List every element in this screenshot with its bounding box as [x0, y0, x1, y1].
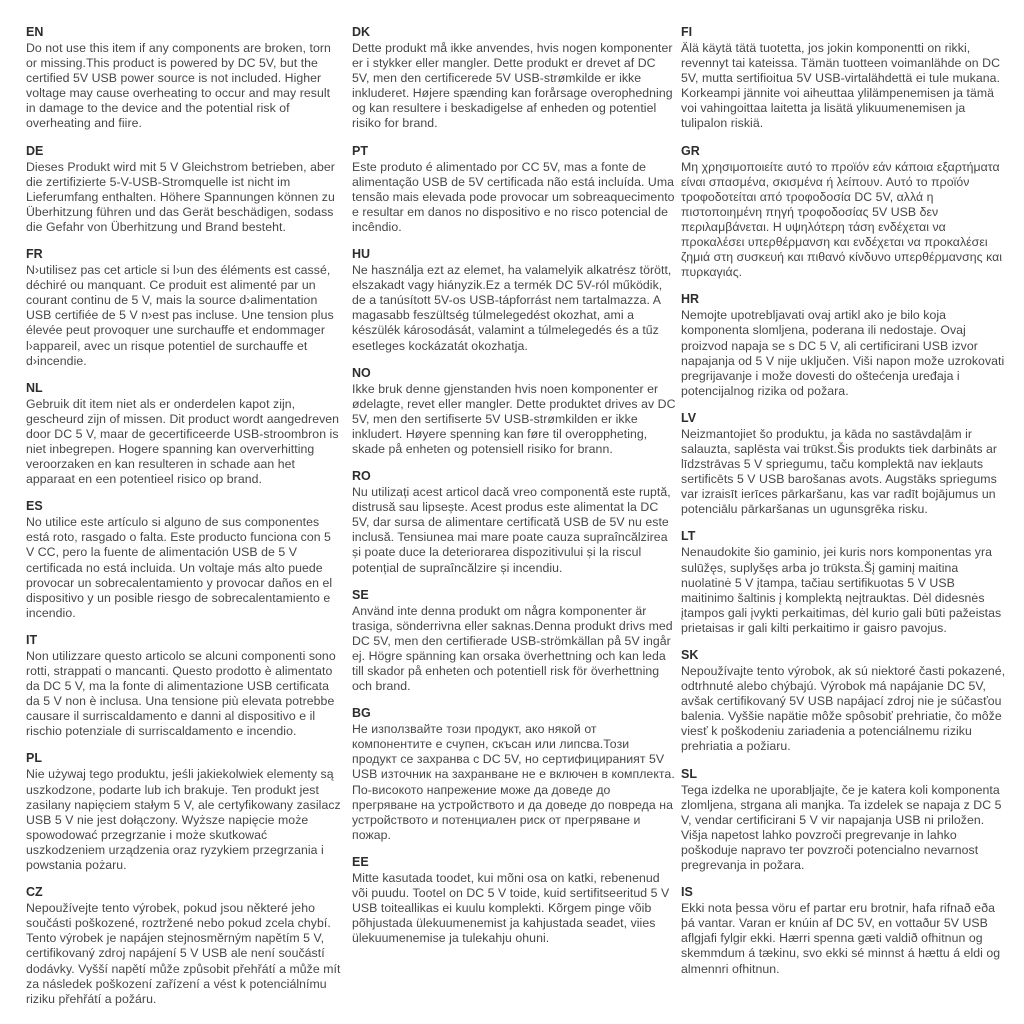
language-text: Ne használja ezt az elemet, ha valamelyik alkatrész törött, elszakadt vagy hiányzik.Ez a termék DC 5V-ról működik, de a tanúsított 5V-os USB-tápforrást nem tartalmazza. A magasabb feszültség túlmelegedést okozhat, ami a készülék károsodását, valamint a túlmelegedés és a tűz esetleges kockázatát okozhatja.	[352, 263, 672, 353]
language-code-label: HU	[352, 247, 371, 262]
language-section-es	[26, 499, 342, 621]
language-code-label: EN	[26, 25, 44, 39]
language-text: Tega izdelka ne uporabljajte, če je katera koli komponenta zlomljena, strgana ali manjka. Ta izdelek se napaja z DC 5 V, vendar certificirani 5 V vir napajanja USB ni priložen. Višja napetost lahko povzroči pregrevanje in lahko poškoduje napravo ter povzroči potencialno nevarnost pregrevanja in požara.	[681, 782, 1002, 873]
language-section-ro	[352, 469, 676, 576]
language-section-de	[26, 144, 342, 235]
language-text: Nu utilizați acest articol dacă vreo componentă este ruptă, distrusă sau lipsește. Acest produs este alimentat la DC 5V, dar sursa de alimentare certificată USB de 5V nu este inclusă. Tensiunea mai mare poate cauza supraîncălzirea și poate duce la deteriorarea dispozitivului și la riscul potențial de supraîncălzire și incendiu.	[352, 485, 671, 575]
language-code-label: BG	[352, 706, 371, 721]
language-text: Μη χρησιμοποιείτε αυτό το προϊόν εάν κάποια εξαρτήματα είναι σπασμένα, σκισμένα ή λείπουν. Αυτό το προϊόν τροφοδοτείται από τροφοδοσία DC 5V, αλλά η πιστοποιημένη πηγή τροφοδοσίας 5V USB δεν περιλαμβάνεται. Η υψηλότερη τάση ενδέχεται να προκαλέσει υπερθέρμανση και ενδέχεται να προκαλέσει ζημιά στη συσκευή και πιθανό κίνδυνο υπερθέρμανσης και πυρκαγιάς.	[681, 159, 1003, 280]
language-section-en	[26, 25, 342, 132]
language-text: Nepoužívajte tento výrobok, ak sú niektoré časti pokazené, odtrhnuté alebo chýbajú. Výrobok má napájanie DC 5V, avšak certifikovaný 5V USB napájací zdroj nie je súčasťou balenia. Vyššie napätie môže spôsobiť prehriatie, čo môže viesť k poškodeniu zariadenia a potenciálnemu riziku prehriatia a požiaru.	[681, 664, 1006, 754]
language-section-bg	[352, 706, 676, 843]
language-section-pt	[352, 144, 676, 235]
language-section-fi	[681, 25, 1011, 132]
language-code-label: IT	[26, 632, 38, 647]
language-code-label: FR	[26, 247, 43, 262]
language-section-is	[681, 885, 1011, 976]
language-text: Este produto é alimentado por CC 5V, mas a fonte de alimentação USB de 5V certificada não está incluída. Uma tensão mais elevada pode provocar um sobreaquecimento e resultar em danos no dispositivo e no risco potencial de incêndio.	[352, 159, 675, 234]
language-code-label: ES	[26, 499, 43, 514]
language-code-label: NO	[352, 365, 371, 380]
language-code-label: FI	[681, 25, 693, 39]
language-text: Neizmantojiet šo produktu, ja kāda no sastāvdaļām ir salauzta, saplēsta vai trūkst.Šis produkts tiek darbināts ar līdzstrāvas 5 V spriegumu, taču komplektā nav iekļauts sertificēts 5 V USB barošanas avots. Augstāks spriegums var izraisīt ierīces pārkaršanu, kas var radīt bojājumus un potenciālu pārkaršanas un ugunsgrēka risku.	[681, 426, 998, 517]
language-text: Nepoužívejte tento výrobek, pokud jsou některé jeho součásti poškozené, roztržené nebo pokud zcela chybí. Tento výrobek je napájen stejnosměrným napětím 5 V, certifikovaný zdroj napájení 5 V USB ale není součástí dodávky. Vyšší napětí může způsobit přehřátí a může mít za následek poškození zařízení a vést k potenciálnímu riziku přehřátí a požáru.	[26, 901, 341, 1006]
language-section-se	[352, 588, 676, 695]
language-section-no	[352, 366, 676, 457]
language-section-gr	[681, 144, 1011, 281]
language-section-fr	[26, 247, 342, 369]
column-1	[26, 25, 342, 1019]
language-code-label: HR	[681, 292, 700, 307]
language-section-sl	[681, 767, 1011, 874]
language-text: Använd inte denna produkt om några komponenter är trasiga, sönderrivna eller saknas.Denna produkt drivs med DC 5V, men den certifierade USB-strömkällan på 5V ingår ej. Högre spänning kan orsaka överhettning och kan leda till skador på enheten och potentiell risk för överhettning och brand.	[352, 603, 673, 694]
language-code-label: LT	[681, 529, 696, 544]
language-code-label: SE	[352, 587, 369, 602]
language-code-label: LV	[681, 410, 697, 425]
language-section-it	[26, 633, 342, 740]
language-text: N›utilisez pas cet article si l›un des éléments est cassé, déchiré ou manquant. Ce produit est alimenté par un courant continu de 5 V, mais la source d›alimentation USB certifiée de 5 V n›est pas incluse. Une tension plus élevée peut provoquer une surchauffe et endommager l›appareil, avec un risque potentiel de surchauffe et d›incendie.	[26, 263, 334, 368]
column-2	[352, 25, 676, 958]
language-code-label: IS	[681, 885, 693, 900]
language-code-label: RO	[352, 469, 371, 484]
language-text: Nie używaj tego produktu, jeśli jakiekolwiek elementy są uszkodzone, podarte lub ich brakuje. Ten produkt jest zasilany napięciem stałym 5 V, ale certyfikowany zasilacz USB 5 V nie jest dołączony. Wyższe napięcie może spowodować przegrzanie i może skutkować uszkodzeniem urządzenia oraz ryzykiem przegrzania i powstania pożaru.	[26, 767, 341, 873]
language-section-hr	[681, 292, 1011, 399]
language-section-cz	[26, 885, 342, 1007]
language-section-pl	[26, 751, 342, 873]
column-3	[681, 25, 1011, 989]
language-section-ee	[352, 855, 676, 946]
language-section-nl	[26, 381, 342, 488]
language-code-label: NL	[26, 380, 43, 395]
language-text: Ikke bruk denne gjenstanden hvis noen komponenter er ødelagte, revet eller mangler. Dette produktet drives av DC 5V, men den sertifiserte 5V USB-strømkilden er ikke inkludert. Høyere spenning kan føre til overoppheting, skade på enheten og potensiell risiko for brann.	[352, 381, 676, 456]
language-text: Nenaudokite šio gaminio, jei kuris nors komponentas yra sulūžęs, suplyšęs arba jo trūksta.Šį gaminį maitina nuolatinė 5 V įtampa, tačiau sertifikuotas 5 V USB maitinimo šaltinis į komplektą neįtrauktas. Dėl didesnės įtampos gali įvykti perkaitimas, dėl kurio gali būti pažeistas prietaisas ir gali kilti perkaitimo ir gaisro pavojus.	[681, 545, 1002, 635]
language-text: Ekki nota þessa vöru ef partar eru brotnir, hafa rifnað eða þá vantar. Varan er knúin af DC 5V, en vottaður 5V USB aflgjafi fylgir ekki. Hærri spenna gæti valdið ofhitnun og skemmdum á tækinu, svo ekki sé minnst á hættu á eldi og almennri ofhitnun.	[681, 901, 1001, 976]
language-text: Do not use this item if any components are broken, torn or missing.This product is powered by DC 5V, but the certified 5V USB power source is not included. Higher voltage may cause overheating to occur and may result in damage to the device and the potential risk of overheating and fiire.	[26, 41, 331, 131]
language-code-label: DK	[352, 25, 371, 39]
language-text: Gebruik dit item niet als er onderdelen kapot zijn, gescheurd zijn of missen. Dit product wordt aangedreven door DC 5 V, maar de gecertificeerde USB-stroombron is niet inbegrepen. Hogere spanning kan oververhitting veroorzaken en kan resulteren in schade aan het apparaat en een potentieel risico op brand.	[26, 396, 340, 487]
language-section-lv	[681, 411, 1011, 518]
language-code-label: EE	[352, 854, 369, 869]
language-code-label: GR	[681, 143, 700, 158]
language-code-label: DE	[26, 143, 44, 158]
language-code-label: PT	[352, 143, 368, 158]
language-text: Nemojte upotrebljavati ovaj artikl ako je bilo koja komponenta slomljena, poderana ili nedostaje. Ovaj proizvod napaja se s DC 5 V, ali certificirani USB izvor napajanja od 5 V nije uključen. Viši napon može uzrokovati pregrijavanje i može dovesti do oštećenja uređaja i potencijalnog rizika od požara.	[681, 308, 1005, 398]
language-text: No utilice este artículo si alguno de sus componentes está roto, rasgado o falta. Este producto funciona con 5 V CC, pero la fuente de alimentación USB de 5 V certificada no está incluida. Un voltaje más alto puede provocar un sobrecalentamiento y provocar daños en el dispositivo y un posible riesgo de sobrecalentamiento e incendio.	[26, 515, 333, 620]
language-code-label: SL	[681, 766, 697, 781]
language-code-label: SK	[681, 648, 699, 662]
language-text: Non utilizzare questo articolo se alcuni componenti sono rotti, strappati o mancanti. Questo prodotto è alimentato da DC 5 V, ma la fonte di alimentazione USB certificata da 5 V non è inclusa. Una tensione più elevata potrebbe causare il surriscaldamento e danni al dispositivo e il rischio potenziale di surriscaldamento e incendio.	[26, 648, 336, 739]
language-text: Älä käytä tätä tuotetta, jos jokin komponentti on rikki, revennyt tai kateissa. Tämän tuotteen voimanlähde on DC 5V, mutta sertifioitua 5V USB-virtalähdettä ei tule mukana. Korkeampi jännite voi aiheuttaa ylilämpenemisen ja tämä voi vahingoittaa laitetta ja lisätä ylikuumenemisen ja tulipalon riskiä.	[681, 41, 1001, 131]
language-code-label: CZ	[26, 885, 43, 900]
language-text: Mitte kasutada toodet, kui mõni osa on katki, rebenenud või puudu. Tootel on DC 5 V toide, kuid sertifitseeritud 5 V USB toiteallikas ei kuulu komplekti. Kõrgem pinge võib põhjustada ülekuumenemist ja kahjustada seadet, viies ülekuumenemise ja tulekahju ohuni.	[352, 870, 670, 946]
language-text: Dette produkt må ikke anvendes, hvis nogen komponenter er i stykker eller mangler. Dette produkt er drevet af DC 5V, men den certificerede 5V USB-strømkilde er ikke inkluderet. Højere spænding kan forårsage overophedning og kan resultere i beskadigelse af enheden og potentiel risiko for brand.	[352, 41, 673, 131]
language-text: Dieses Produkt wird mit 5 V Gleichstrom betrieben, aber die zertifizierte 5-V-USB-Stromquelle ist nicht im Lieferumfang enthalten. Höhere Spannungen können zu Überhitzung führen und das Gerät beschädigen, sodass die Gefahr von Überhitzung und Brand besteht.	[26, 159, 335, 234]
language-section-hu	[352, 247, 676, 354]
language-section-dk	[352, 25, 676, 132]
language-text: Не използвайте този продукт, ако някой от компонентите е счупен, скъсан или липсва.Този продукт се захранва с DC 5V, но сертифицираният 5V USB източник на захранване не е включен в комплекта. По-високото напрежение може да доведе до прегряване на устройството и да доведе до повреда на устройството и потенциален риск от прегряване и пожар.	[352, 722, 675, 842]
language-section-lt	[681, 529, 1011, 636]
language-code-label: PL	[26, 751, 42, 766]
language-section-sk	[681, 648, 1011, 755]
